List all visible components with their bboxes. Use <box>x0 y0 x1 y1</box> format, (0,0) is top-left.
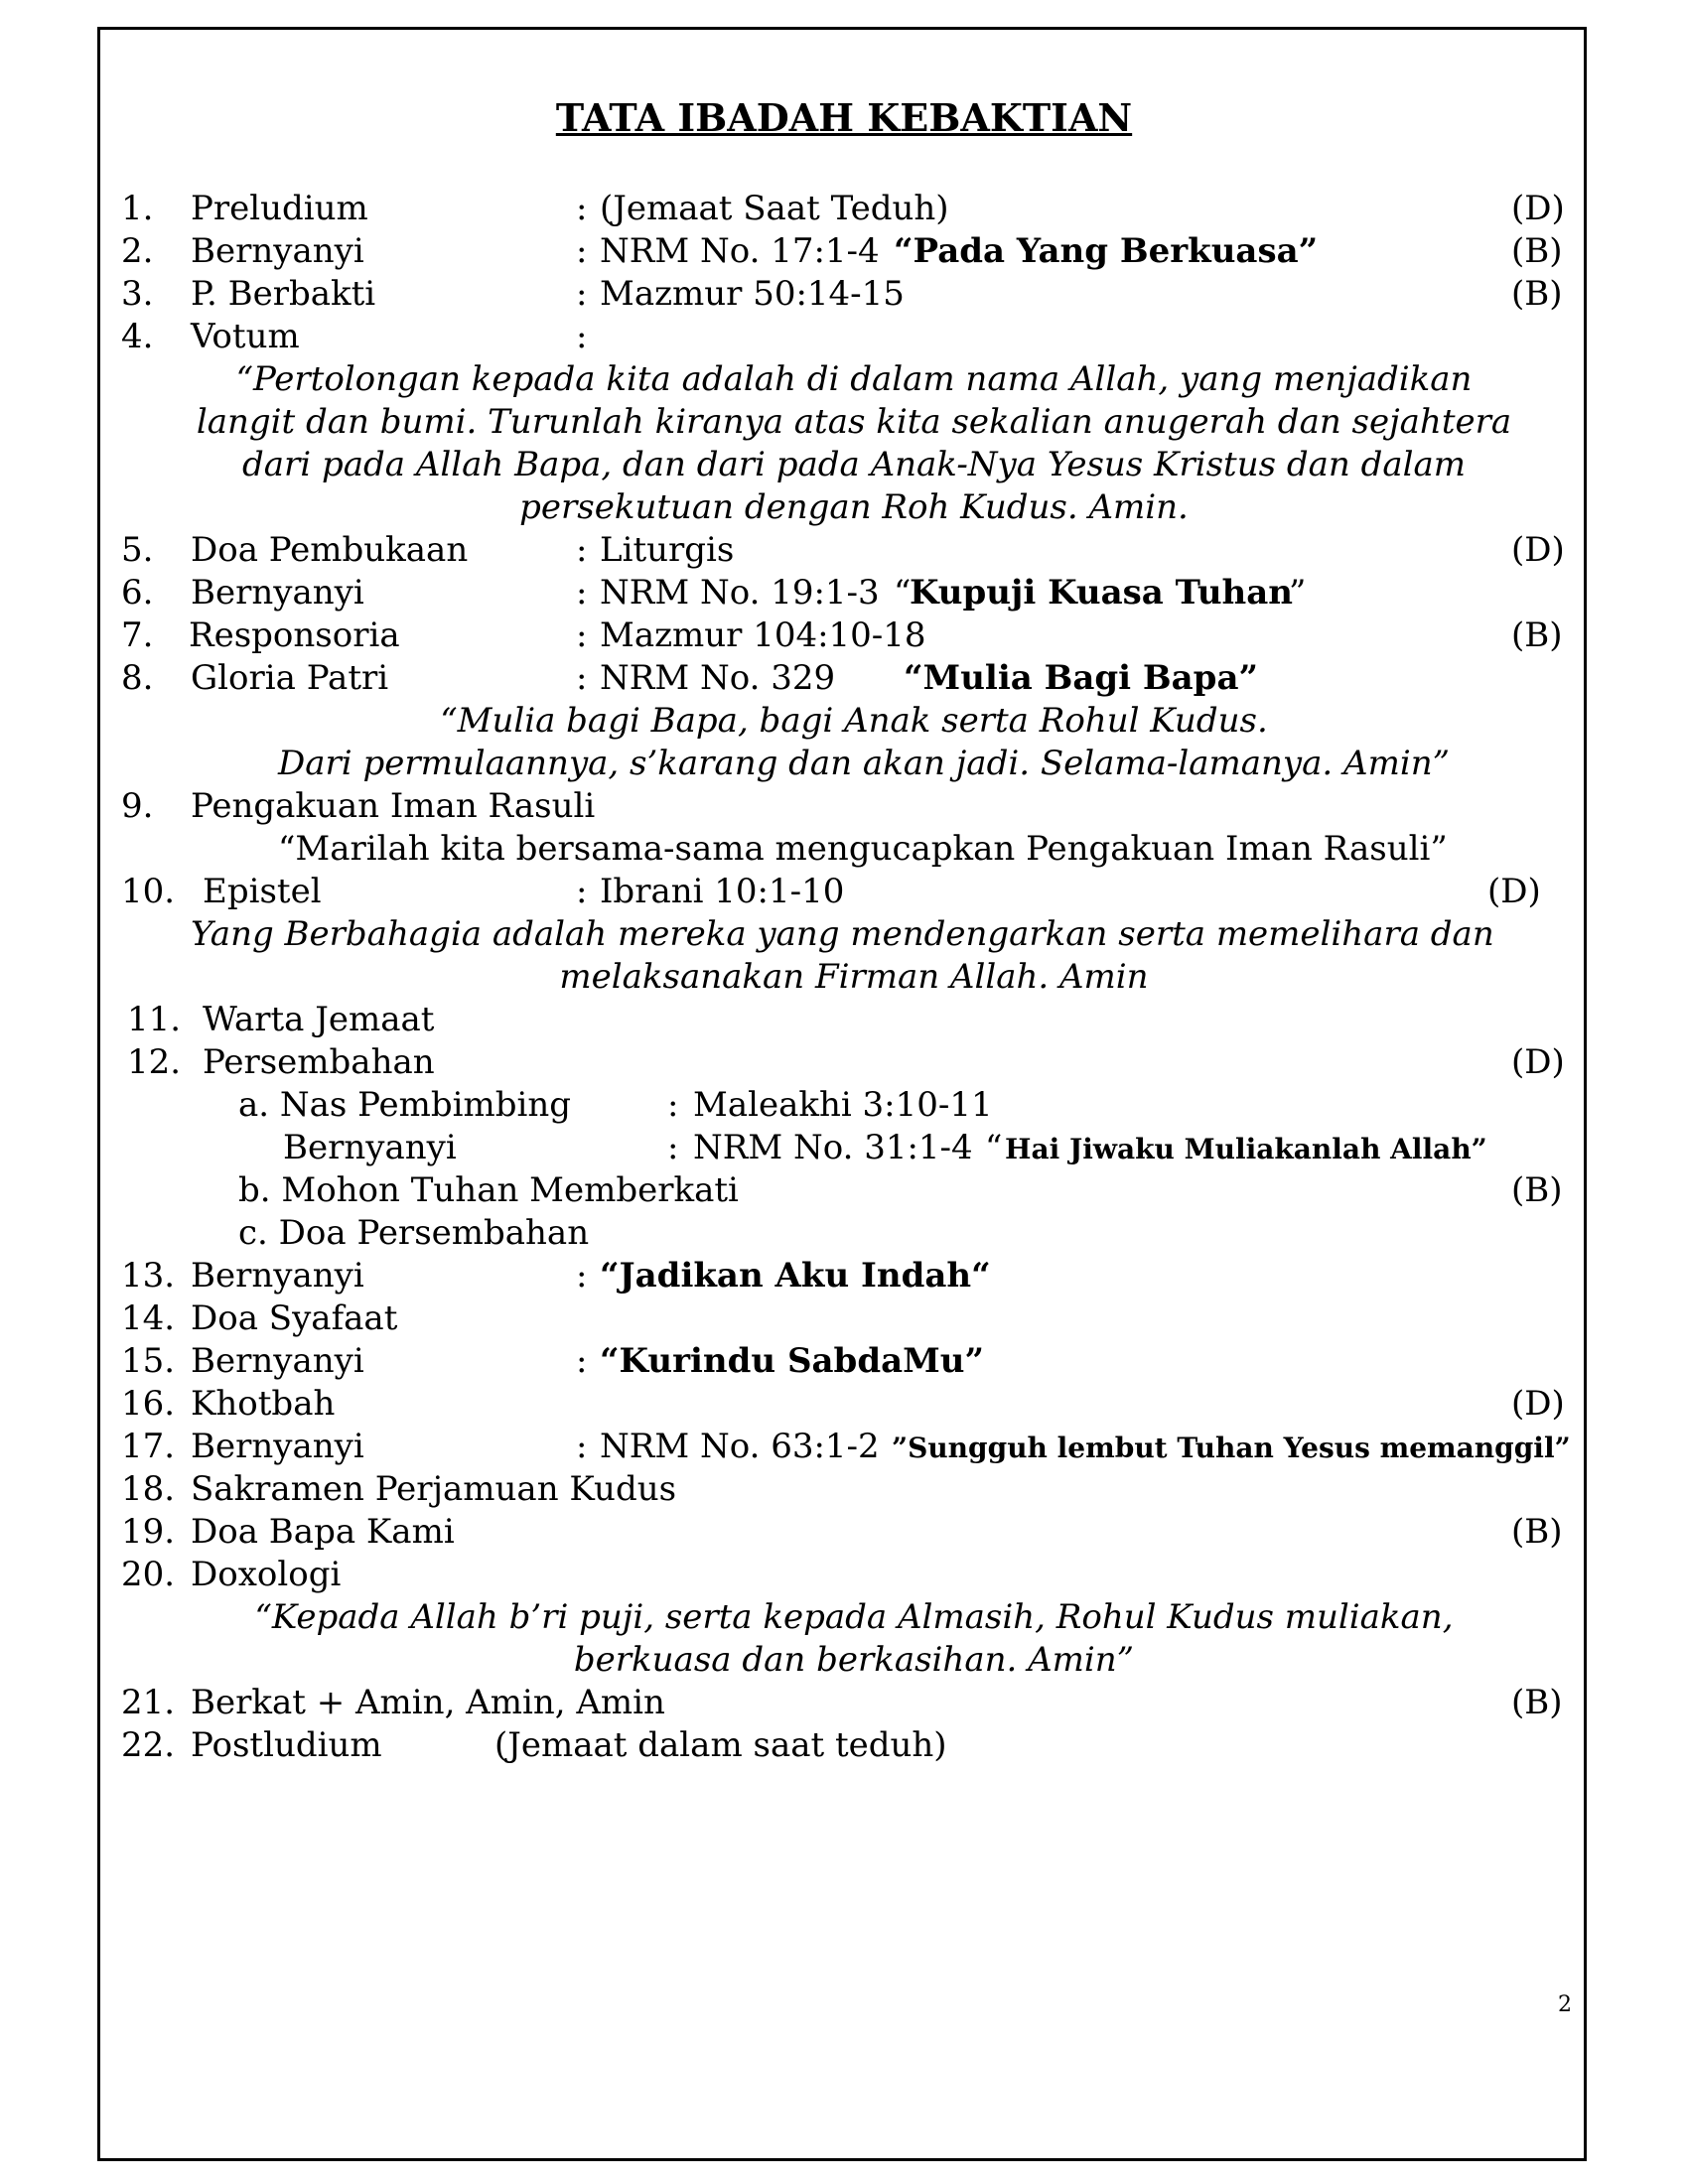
song-title: Hai Jiwaku Muliakanlah Allah” <box>1005 1133 1487 1165</box>
item-value: NRM No. 17:1-4 <box>600 231 880 271</box>
item-label: Doa Bapa Kami <box>191 1512 455 1552</box>
song-title: “Mulia Bagi Bapa” <box>904 658 1259 698</box>
item-label: Berkat + Amin, Amin, Amin <box>191 1683 665 1722</box>
item-label: Bernyanyi <box>191 1341 364 1381</box>
item-value: (Jemaat dalam saat teduh) <box>494 1725 947 1765</box>
subitem-value: Maleakhi 3:10-11 <box>693 1085 993 1125</box>
item-label: Bernyanyi <box>191 573 364 613</box>
item-label: Doa Pembukaan <box>191 530 469 570</box>
item-number: 21. <box>121 1683 176 1722</box>
item-number: 17. <box>121 1427 176 1466</box>
item-number: 3. <box>121 274 154 314</box>
item-sep: : <box>576 274 588 314</box>
item-label: Khotbah <box>191 1384 336 1424</box>
votum-line: “Pertolongan kepada kita adalah di dalam nama Allah, yang menjadikan <box>235 359 1473 399</box>
item-code: (B) <box>1511 274 1563 314</box>
item-value: Mazmur 104:10-18 <box>600 615 926 655</box>
item-sep: : <box>576 573 588 613</box>
item-value: NRM No. 329 <box>600 658 836 698</box>
item-label: Bernyanyi <box>191 1427 364 1466</box>
subitem-label: a. Nas Pembimbing <box>238 1085 572 1125</box>
gloria-line: Dari permulaannya, s’karang dan akan jadi. Selama-lamanya. Amin” <box>278 744 1450 783</box>
item-number: 1. <box>121 189 154 228</box>
item-number: 4. <box>121 317 154 356</box>
song-title: Kupuji Kuasa Tuhan <box>910 573 1294 613</box>
subitem-label: Bernyanyi <box>283 1128 457 1167</box>
item-sep: : <box>576 872 588 911</box>
epistel-line: melaksanakan Firman Allah. Amin <box>559 957 1149 997</box>
item-number: 12. <box>127 1042 182 1082</box>
item-code: (B) <box>1511 615 1563 655</box>
item-number: 11. <box>127 1000 182 1039</box>
song-title: “Jadikan Aku Indah“ <box>600 1256 991 1296</box>
item-code: (D) <box>1487 872 1541 911</box>
song-open-quote: “ <box>985 1128 1003 1167</box>
item-number: 16. <box>121 1384 176 1424</box>
doxologi-line: “Kepada Allah b’ri puji, serta kepada Almasih, Rohul Kudus muliakan, <box>254 1597 1454 1637</box>
item-code: (B) <box>1511 231 1563 271</box>
item-number: 13. <box>121 1256 176 1296</box>
item-label: P. Berbakti <box>191 274 376 314</box>
item-number: 10. <box>121 872 176 911</box>
item-label: Bernyanyi <box>191 231 364 271</box>
item-label: Persembahan <box>203 1042 435 1082</box>
item-number: 7. <box>121 615 154 655</box>
song-close-quote: ” <box>1289 573 1307 613</box>
item-value: NRM No. 63:1-2 <box>600 1427 880 1466</box>
item-sep: : <box>576 1427 588 1466</box>
subitem-sep: : <box>667 1128 679 1167</box>
item-sep: : <box>576 231 588 271</box>
gloria-line: “Mulia bagi Bapa, bagi Anak serta Rohul Kudus. <box>440 701 1268 741</box>
item-sep: : <box>576 317 588 356</box>
item-number: 14. <box>121 1298 176 1338</box>
votum-line: langit dan bumi. Turunlah kiranya atas kita sekalian anugerah dan sejahtera <box>196 402 1512 442</box>
item-sep: : <box>576 1341 588 1381</box>
item-number: 22. <box>121 1725 176 1765</box>
item-code: (D) <box>1511 530 1565 570</box>
item-sep: : <box>576 615 588 655</box>
item-value: Ibrani 10:1-10 <box>600 872 845 911</box>
item-code: (D) <box>1511 1384 1565 1424</box>
item-label: Warta Jemaat <box>203 1000 435 1039</box>
item-label: Epistel <box>203 872 322 911</box>
item-sep: : <box>576 530 588 570</box>
epistel-line: Yang Berbahagia adalah mereka yang mendengarkan serta memelihara dan <box>191 914 1494 954</box>
item-number: 19. <box>121 1512 176 1552</box>
item-label: Preludium <box>191 189 368 228</box>
item-sep: : <box>576 1256 588 1296</box>
song-title: “Pada Yang Berkuasa” <box>894 231 1319 271</box>
item-code: (B) <box>1511 1512 1563 1552</box>
item-label: Bernyanyi <box>191 1256 364 1296</box>
item-label: Sakramen Perjamuan Kudus <box>191 1469 677 1509</box>
item-code: (B) <box>1511 1170 1563 1210</box>
iman-text: “Marilah kita bersama-sama mengucapkan Pengakuan Iman Rasuli” <box>278 829 1448 869</box>
item-code: (D) <box>1511 189 1565 228</box>
item-number: 18. <box>121 1469 176 1509</box>
page-title: TATA IBADAH KEBAKTIAN <box>555 95 1133 140</box>
item-number: 6. <box>121 573 154 613</box>
page-number: 2 <box>1558 1992 1572 2017</box>
subitem-sep: : <box>667 1085 679 1125</box>
subitem-label: c. Doa Persembahan <box>238 1213 590 1253</box>
votum-line: persekutuan dengan Roh Kudus. Amin. <box>519 487 1189 527</box>
item-sep: : <box>576 189 588 228</box>
item-code: (B) <box>1511 1683 1563 1722</box>
item-number: 8. <box>121 658 154 698</box>
song-open-quote: “ <box>894 573 912 613</box>
item-value: (Jemaat Saat Teduh) <box>600 189 949 228</box>
item-code: (D) <box>1511 1042 1565 1082</box>
song-title: “Kurindu SabdaMu” <box>600 1341 985 1381</box>
subitem-value: NRM No. 31:1-4 <box>693 1128 973 1167</box>
item-value: Mazmur 50:14-15 <box>600 274 905 314</box>
item-number: 20. <box>121 1555 176 1594</box>
votum-line: dari pada Allah Bapa, dan dari pada Anak-Nya Yesus Kristus dan dalam <box>241 445 1467 484</box>
item-number: 5. <box>121 530 154 570</box>
item-value: Liturgis <box>600 530 735 570</box>
item-label: Postludium <box>191 1725 382 1765</box>
subitem-label: b. Mohon Tuhan Memberkati <box>238 1170 739 1210</box>
item-label: Gloria Patri <box>191 658 389 698</box>
item-label: Doxologi <box>191 1555 342 1594</box>
item-label: Pengakuan Iman Rasuli <box>191 786 596 826</box>
song-title: ”Sungguh lembut Tuhan Yesus memanggil” <box>892 1432 1571 1464</box>
item-number: 15. <box>121 1341 176 1381</box>
item-number: 9. <box>121 786 154 826</box>
item-sep: : <box>576 658 588 698</box>
doxologi-line: berkuasa dan berkasihan. Amin” <box>573 1640 1135 1680</box>
item-label: Votum <box>191 317 300 356</box>
item-label: Responsoria <box>189 615 400 655</box>
item-label: Doa Syafaat <box>191 1298 398 1338</box>
item-number: 2. <box>121 231 154 271</box>
item-value: NRM No. 19:1-3 <box>600 573 880 613</box>
